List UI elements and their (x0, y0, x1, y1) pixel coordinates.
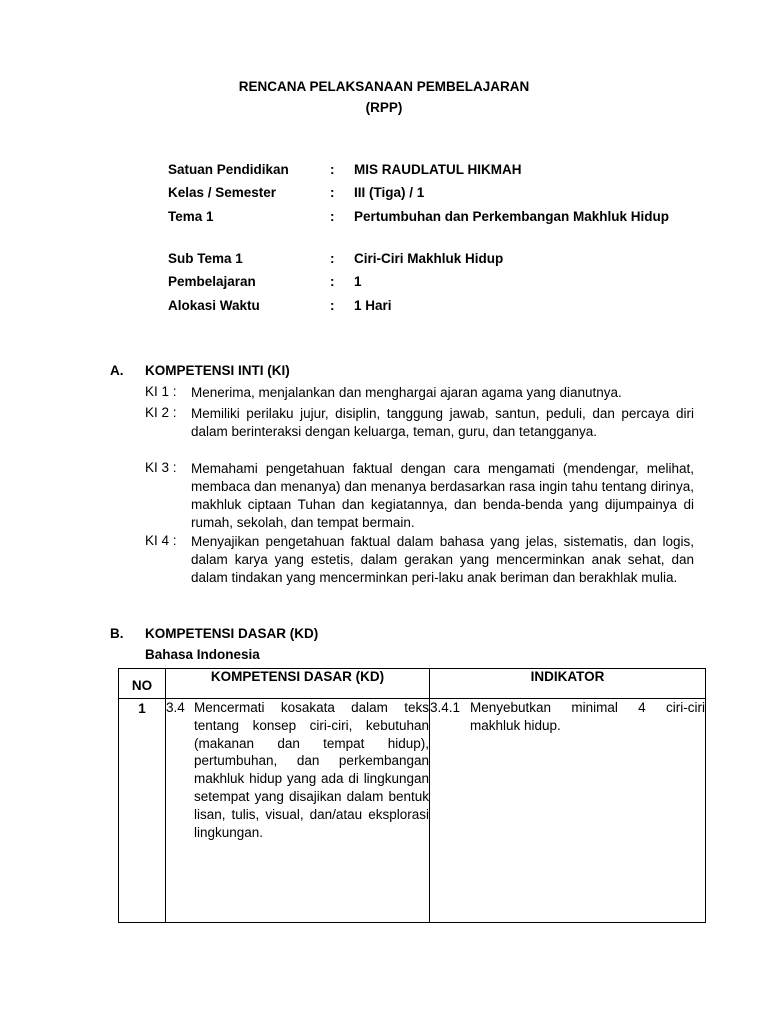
document-subtitle: (RPP) (365, 100, 403, 115)
document-title: RENCANA PELAKSANAAN PEMBELAJARAN (238, 79, 530, 94)
identity-label: Tema 1 (168, 209, 214, 224)
table-row (119, 699, 706, 923)
section-b-letter: B. (110, 626, 124, 641)
identity-value: Pertumbuhan dan Perkembangan Makhluk Hidup (354, 209, 670, 224)
ki-label: KI 1 : (145, 384, 177, 399)
identity-value: 1 Hari (354, 298, 392, 313)
header-no: NO (119, 669, 166, 699)
identity-value: MIS RAUDLATUL HIKMAH (354, 162, 522, 177)
ki-text: Memiliki perilaku jujur, disiplin, tanggung jawab, santun, peduli, dan percaya diri dalam berinteraksi dengan keluarga, teman, guru, dan tetangganya. (191, 406, 694, 439)
indikator-number: 3.4.1 (430, 700, 461, 715)
identity-colon: : (330, 209, 335, 224)
identity-label: Sub Tema 1 (168, 251, 243, 266)
identity-label: Satuan Pendidikan (168, 162, 289, 177)
ki-label: KI 2 : (145, 405, 177, 420)
row-no: 1 (119, 699, 166, 923)
section-a-title: KOMPETENSI INTI (KI) (145, 363, 290, 378)
header-kd: KOMPETENSI DASAR (KD) (166, 669, 430, 699)
row-indikator-cell (430, 699, 706, 923)
ki-text: Memahami pengetahuan faktual dengan cara mengamati (mendengar, melihat, membaca dan menanya) dan menanya berdasarkan rasa ingin tahu tentang dirinya, makhluk ciptaan Tuhan dan kegiatannya, dan benda-benda yang dijumpainya di rumah, sekolah, dan tempat bermain. (191, 461, 694, 530)
subject-heading: Bahasa Indonesia (145, 647, 260, 662)
ki-text: Menerima, menjalankan dan menghargai ajaran agama yang dianutnya. (191, 385, 622, 400)
ki-label: KI 4 : (145, 533, 177, 548)
identity-colon: : (330, 251, 335, 266)
identity-colon: : (330, 185, 335, 200)
identity-colon: : (330, 298, 335, 313)
kd-text: Mencermati kosakata dalam teks tentang konsep ciri-ciri, kebutuhan (makanan dan tempat hidup), pertumbuhan, dan perkembangan makhluk hidup yang ada di lingkungan setempat yang disajikan dalam bentuk lisan, tulis, visual, dan/atau eksplorasi lingkungan. (194, 700, 429, 840)
identity-colon: : (330, 162, 335, 177)
identity-value: Ciri-Ciri Makhluk Hidup (354, 251, 504, 266)
identity-label: Pembelajaran (168, 274, 256, 289)
ki-label: KI 3 : (145, 460, 177, 475)
row-kd-cell (166, 699, 430, 923)
header-indikator: INDIKATOR (430, 669, 706, 699)
ki-text: Menyajikan pengetahuan faktual dalam bahasa yang jelas, sistematis, dan logis, dalam karya yang estetis, dalam gerakan yang mencerminkan anak sehat, dan dalam tindakan yang mencerminkan peri-laku anak beriman dan berakhlak mulia. (191, 534, 694, 585)
identity-colon: : (330, 274, 335, 289)
kd-number: 3.4 (166, 700, 185, 715)
identity-value: III (Tiga) / 1 (354, 185, 425, 200)
section-b-title: KOMPETENSI DASAR (KD) (145, 626, 319, 641)
kd-table (118, 668, 706, 923)
identity-label: Alokasi Waktu (168, 298, 260, 313)
table-header-row (119, 669, 706, 699)
identity-label: Kelas / Semester (168, 185, 277, 200)
section-a-letter: A. (110, 363, 124, 378)
identity-value: 1 (354, 274, 362, 289)
indikator-text: Menyebutkan minimal 4 ciri-ciri makhluk hidup. (470, 700, 705, 733)
